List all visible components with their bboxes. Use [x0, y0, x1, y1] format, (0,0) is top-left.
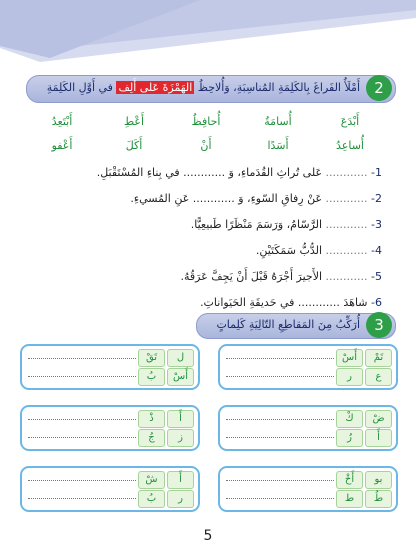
answer-line[interactable] [226, 419, 334, 420]
answer-line[interactable] [226, 498, 334, 499]
syllable-tile: أَ [167, 471, 194, 489]
syllable-card [218, 466, 398, 512]
sentence-row [180, 270, 382, 283]
syllable-tile: ع [365, 368, 392, 386]
word-bank-item: أُحافِظُ [191, 115, 221, 128]
syllable-card [218, 344, 398, 390]
syllable-card [20, 405, 200, 451]
syllable-tile: تَقْ [138, 349, 165, 367]
syllable-tile: ذْ [138, 410, 165, 428]
word-bank-item: أُساعِدُ [336, 139, 364, 152]
syllable-tile: بُ [138, 368, 165, 386]
section3-number: 3 [366, 312, 392, 338]
word-bank-item: أَعْطِ [123, 115, 145, 128]
word-bank-item: أَسَدًا [267, 139, 289, 152]
answer-line[interactable] [226, 376, 334, 377]
syllable-tile: رُ [336, 429, 363, 447]
syllable-tile: ر [167, 490, 194, 508]
answer-line[interactable] [226, 437, 334, 438]
syllable-tile: شْ [138, 471, 165, 489]
answer-line[interactable] [28, 498, 136, 499]
syllable-tile: بو [365, 471, 392, 489]
section2-instruction [47, 81, 360, 94]
answer-line[interactable] [28, 437, 136, 438]
sentence-text: عَنْ رِفاقِ السّوءِ، وَ ............ عَنِ المُسيءِ. [130, 192, 323, 205]
answer-line[interactable] [226, 480, 334, 481]
syllable-tile: طُ [365, 490, 392, 508]
sentence-text: شاهَدَ ............ في حَديقَةِ الحَيَواناتِ. [200, 296, 368, 309]
blank-line[interactable]: ............ [325, 192, 368, 205]
blank-line[interactable]: ............ [325, 218, 368, 231]
syllable-tile: أَ [365, 429, 392, 447]
sentence-text: الرَّسّامُ، وَرَسَمَ مَنْظَرًا طَبيعِيًّا. [190, 218, 323, 231]
syllable-tile: ضْ [365, 410, 392, 428]
syllable-tile: أَخْ [336, 471, 363, 489]
sentence-row [191, 218, 382, 231]
sentence-number: 1- [371, 166, 382, 179]
instruction-part-a: أَمْلَأُ الفَراغَ بِالكَلِمَةِ المُناسِبَةِ، وَأُلاحِظُ [197, 81, 360, 94]
syllable-tile: بُ [138, 490, 165, 508]
syllable-card [218, 405, 398, 451]
syllable-tile: أَسْ [336, 349, 363, 367]
answer-line[interactable] [28, 358, 136, 359]
word-bank-item: أَنْ [200, 139, 212, 152]
sentence-number: 3- [371, 218, 382, 231]
section2-number: 2 [366, 75, 392, 101]
syllable-tile: جُ [138, 429, 165, 447]
syllable-card [20, 466, 200, 512]
sentence-text: عَلى تُراثِ القُدَماءِ، وَ ............ في بِناءِ المُسْتَقْبَلِ. [96, 166, 323, 179]
answer-line[interactable] [28, 419, 136, 420]
syllable-tile: ط [336, 490, 363, 508]
word-bank-item: أَبْتَعِدُ [51, 115, 73, 128]
word-bank-item: أَعْفو [51, 139, 73, 152]
syllable-tile: أَ [167, 410, 194, 428]
syllable-tile: ل [167, 349, 194, 367]
sentence-text: الأَجيرَ أَجْرَهُ قَبْلَ أَنْ يَجِفَّ عَرَقُهُ. [180, 270, 323, 283]
syllable-tile: كْ [336, 410, 363, 428]
blank-line[interactable]: ............ [325, 166, 368, 179]
instruction-part-b: في أَوَّلِ الكَلِمَةِ [46, 81, 113, 94]
word-bank-item: أَبْدَعَ [340, 115, 360, 128]
sentence-number: 5- [371, 270, 382, 283]
section3-title: أُرَكِّبُ مِنَ المَقاطِعِ التّالِيَةِ كَلِماتٍ [216, 318, 360, 331]
sentence-row [97, 166, 382, 179]
syllable-tile: ر [336, 368, 363, 386]
blank-line[interactable]: ............ [325, 244, 368, 257]
syllable-card [20, 344, 200, 390]
answer-line[interactable] [28, 376, 136, 377]
word-bank-item: أَكَلَ [125, 139, 143, 152]
sentence-row [256, 244, 382, 257]
sentence-row [130, 192, 382, 205]
syllable-tile: أَسْ [167, 368, 194, 386]
sentence-number: 4- [371, 244, 382, 257]
blank-line[interactable]: ............ [325, 270, 368, 283]
sentence-number: 6- [371, 296, 382, 309]
answer-line[interactable] [28, 480, 136, 481]
instruction-highlight: الهَمْزَةَ عَلى أَلِف [118, 81, 193, 94]
syllable-tile: تَمْ [365, 349, 392, 367]
sentence-number: 2- [371, 192, 382, 205]
page-number: 5 [203, 528, 213, 544]
sentence-row [200, 296, 382, 309]
sentence-text: الدُّبُّ سَمَكَتَيْنِ. [255, 244, 323, 257]
answer-line[interactable] [226, 358, 334, 359]
word-bank-item: أُسامَةُ [264, 115, 292, 128]
syllable-tile: ز [167, 429, 194, 447]
